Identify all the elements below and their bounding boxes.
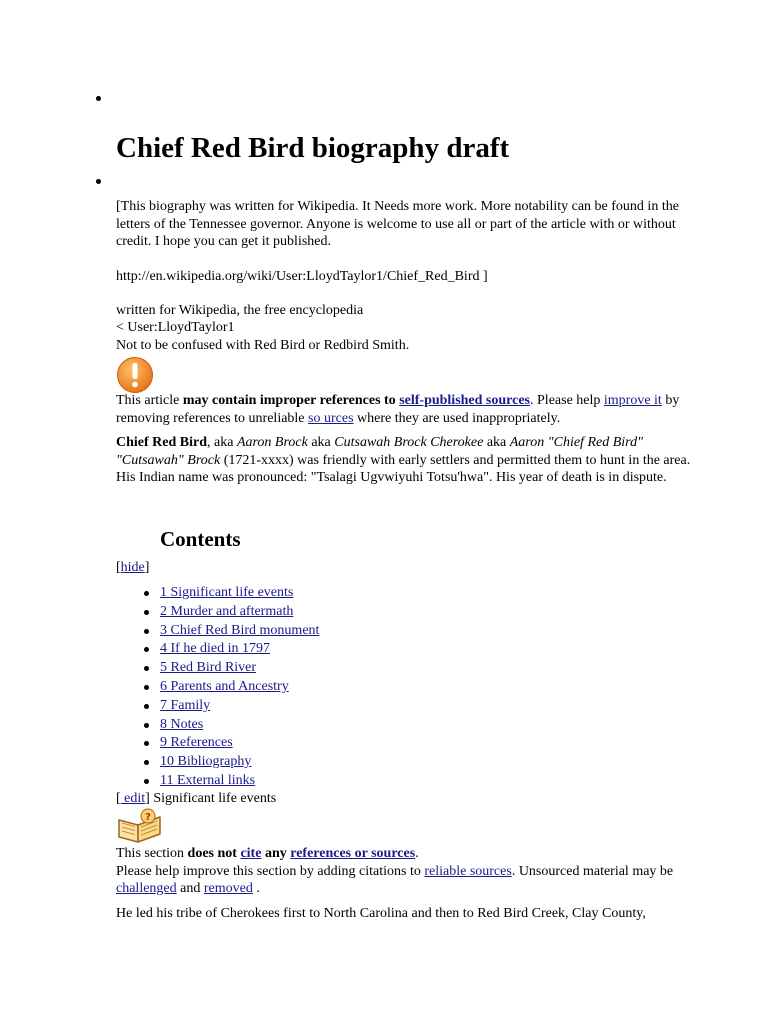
toc-link[interactable]: 5 Red Bird River: [160, 660, 257, 676]
cite-link[interactable]: cite: [240, 846, 262, 861]
exclamation-icon: [116, 356, 154, 394]
toc-link[interactable]: 8 Notes: [160, 716, 204, 732]
toc-item: [142, 772, 319, 791]
unsourced-section-notice: This section does not cite any references or sources. Please help improve this section by adding citations to reliable sources. Unsourced material may be challenged and removed .: [116, 846, 674, 896]
references-or-sources-link[interactable]: references or sources: [290, 846, 416, 861]
toc-item: [142, 640, 319, 659]
toc-link[interactable]: 4 If he died in 1797: [160, 641, 271, 657]
toc-item: [142, 659, 319, 678]
challenged-link[interactable]: challenged: [116, 881, 177, 896]
toc-item: [142, 697, 319, 716]
user-line: < User:LloydTaylor1: [116, 320, 235, 335]
intro-url-line: http://en.wikipedia.org/wiki/User:LloydTaylor1/Chief_Red_Bird ]: [116, 269, 488, 284]
self-published-warning: This article may contain improper references to self-published sources. Please help improve it by removing references to unreliable so urces where they are used inappropriately.: [116, 393, 680, 426]
toc-link[interactable]: 9 References: [160, 735, 233, 751]
contents-heading: Contents: [160, 527, 241, 551]
toc-link[interactable]: 10 Bibliography: [160, 754, 252, 770]
list-bullet: [96, 179, 101, 184]
toc-link[interactable]: 6 Parents and Ancestry: [160, 678, 289, 694]
sources-link[interactable]: so urces: [308, 410, 354, 426]
disambiguation-note: Not to be confused with Red Bird or Redbird Smith.: [116, 338, 410, 353]
toc-link[interactable]: 2 Murder and aftermath: [160, 603, 294, 619]
book-question-icon: [116, 808, 164, 844]
hide-link[interactable]: hide: [120, 560, 145, 575]
svg-text:?: ?: [145, 812, 151, 823]
toc-item: [142, 584, 319, 603]
reliable-sources-link[interactable]: reliable sources: [424, 863, 512, 879]
intro-note: [This biography was written for Wikipedia. It Needs more work. More notability can be found in the letters of the Tennessee governor. Anyone is welcome to use all or part of the article with or without credit. I hope you can get it published.: [116, 199, 679, 249]
toc-hide-toggle: [hide]: [116, 560, 150, 575]
toc-item: [142, 753, 319, 772]
improve-it-link[interactable]: improve it: [603, 393, 662, 408]
toc-link[interactable]: 3 Chief Red Bird monument: [160, 622, 320, 638]
self-published-sources-link[interactable]: self-published sources: [399, 393, 531, 408]
toc-item: [142, 716, 319, 735]
removed-link[interactable]: removed: [203, 881, 253, 896]
toc-link[interactable]: 7 Family: [160, 697, 211, 713]
body-paragraph: He led his tribe of Cherokees first to North Carolina and then to Red Bird Creek, Clay County,: [116, 906, 646, 921]
page-title: Chief Red Bird biography draft: [116, 132, 510, 164]
toc-item: [142, 622, 319, 641]
toc-item: [142, 678, 319, 697]
toc-link[interactable]: 1 Significant life events: [160, 585, 294, 600]
toc-item: [142, 734, 319, 753]
written-for-line: written for Wikipedia, the free encyclopedia: [116, 303, 364, 318]
table-of-contents: [142, 584, 319, 791]
lead-paragraph: Chief Red Bird, aka Aaron Brock aka Cutsawah Brock Cherokee aka Aaron "Chief Red Bird" "Cutsawah" Brock (1721-xxxx) was friendly with early settlers and permitted them to hunt in the area. His Indian name was pronounced: "Tsalagi Ugvwiyuhi Totsu'hwa". His year of death is in dispute.: [116, 435, 691, 485]
edit-section-link[interactable]: edit: [120, 791, 146, 806]
toc-link[interactable]: 11 External links: [160, 772, 256, 788]
list-bullet: [96, 96, 101, 101]
section-header-significant-life-events: [ edit] Significant life events: [116, 791, 277, 806]
toc-item: [142, 603, 319, 622]
